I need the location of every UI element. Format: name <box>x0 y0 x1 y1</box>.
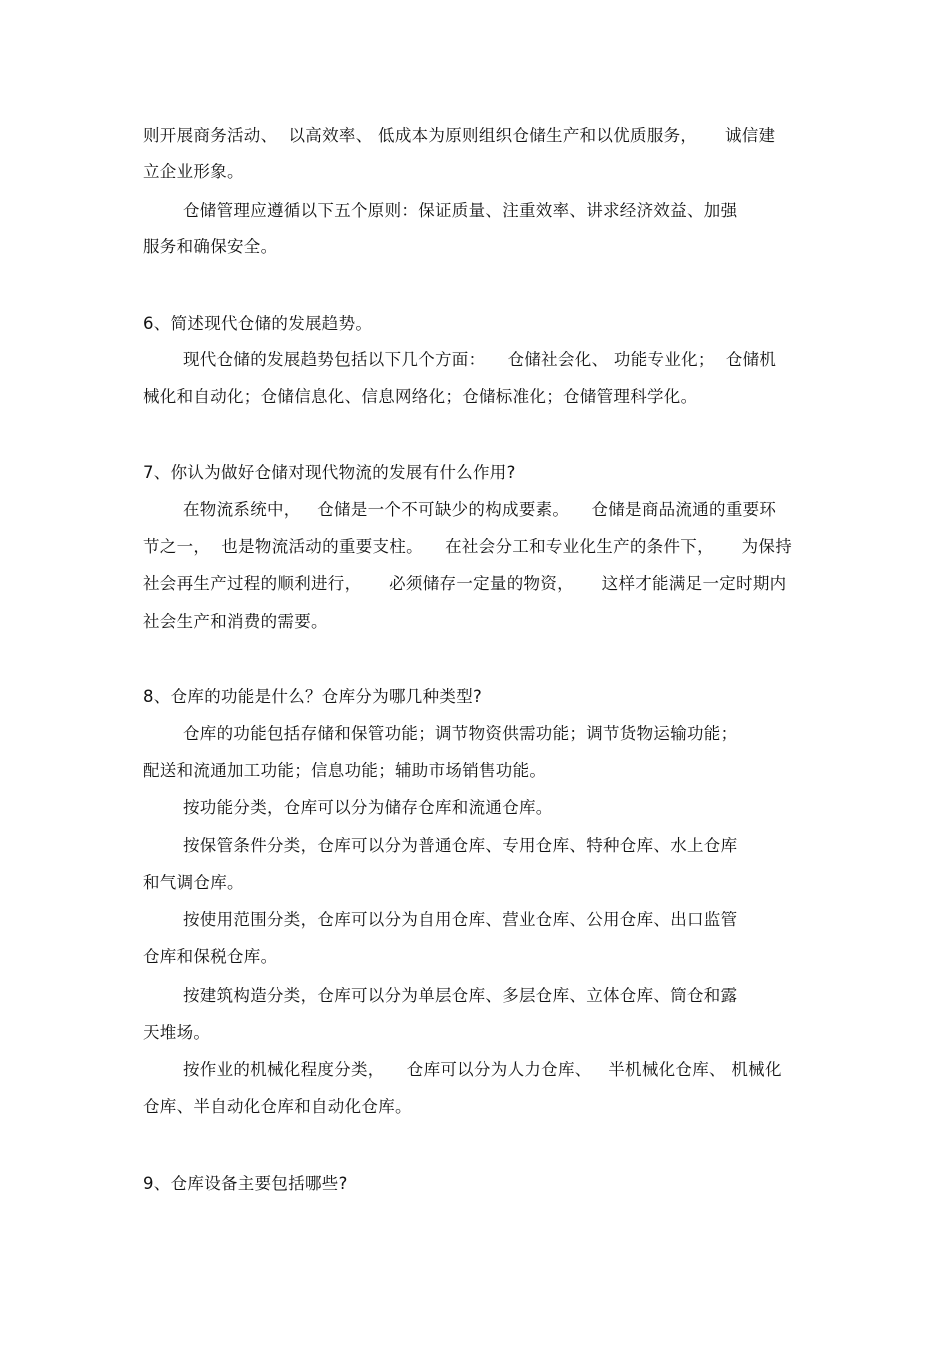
paragraph-line: 天堆场。 <box>143 1023 211 1042</box>
paragraph-line: 仓储管理应遵循以下五个原则：保证质量、注重效率、讲求经济效益、加强 <box>183 201 738 220</box>
paragraph-line: 则开展商务活动、 以高效率、 低成本为原则组织仓储生产和以优质服务， 诚信建 <box>143 126 776 145</box>
paragraph-line: 按作业的机械化程度分类， 仓库可以分为人力仓库、 半机械化仓库、 机械化 <box>183 1060 782 1079</box>
paragraph-line: 节之一， 也是物流活动的重要支柱。 在社会分工和专业化生产的条件下， 为保持 <box>143 537 792 556</box>
paragraph-line: 和气调仓库。 <box>143 873 244 892</box>
paragraph-line: 按使用范围分类，仓库可以分为自用仓库、营业仓库、公用仓库、出口监管 <box>183 910 738 929</box>
paragraph-line: 按保管条件分类，仓库可以分为普通仓库、专用仓库、特种仓库、水上仓库 <box>183 836 738 855</box>
question-heading-9: 9、仓库设备主要包括哪些? <box>143 1174 348 1193</box>
paragraph-line: 按功能分类，仓库可以分为储存仓库和流通仓库。 <box>183 798 553 817</box>
paragraph-line: 仓库的功能包括存储和保管功能；调节物资供需功能；调节货物运输功能； <box>183 724 738 743</box>
paragraph-line: 仓库、半自动化仓库和自动化仓库。 <box>143 1097 412 1116</box>
paragraph-line: 现代仓储的发展趋势包括以下几个方面： 仓储社会化、 功能专业化； 仓储机 <box>183 350 777 369</box>
paragraph-line: 配送和流通加工功能；信息功能；辅助市场销售功能。 <box>143 761 547 780</box>
paragraph-line: 械化和自动化；仓储信息化、信息网络化；仓储标准化；仓储管理科学化。 <box>143 387 698 406</box>
question-heading-6: 6、简述现代仓储的发展趋势。 <box>143 314 373 333</box>
paragraph-line: 服务和确保安全。 <box>143 237 278 256</box>
question-heading-8: 8、仓库的功能是什么？仓库分为哪几种类型? <box>143 687 483 706</box>
paragraph-line: 社会再生产过程的顺利进行， 必须储存一定量的物资， 这样才能满足一定时期内 <box>143 574 787 593</box>
paragraph-line: 按建筑构造分类，仓库可以分为单层仓库、多层仓库、立体仓库、筒仓和露 <box>183 986 738 1005</box>
paragraph-line: 在物流系统中， 仓储是一个不可缺少的构成要素。 仓储是商品流通的重要环 <box>183 500 777 519</box>
paragraph-line: 立企业形象。 <box>143 162 244 181</box>
paragraph-line: 社会生产和消费的需要。 <box>143 612 328 631</box>
question-heading-7: 7、你认为做好仓储对现代物流的发展有什么作用? <box>143 463 516 482</box>
paragraph-line: 仓库和保税仓库。 <box>143 947 278 966</box>
